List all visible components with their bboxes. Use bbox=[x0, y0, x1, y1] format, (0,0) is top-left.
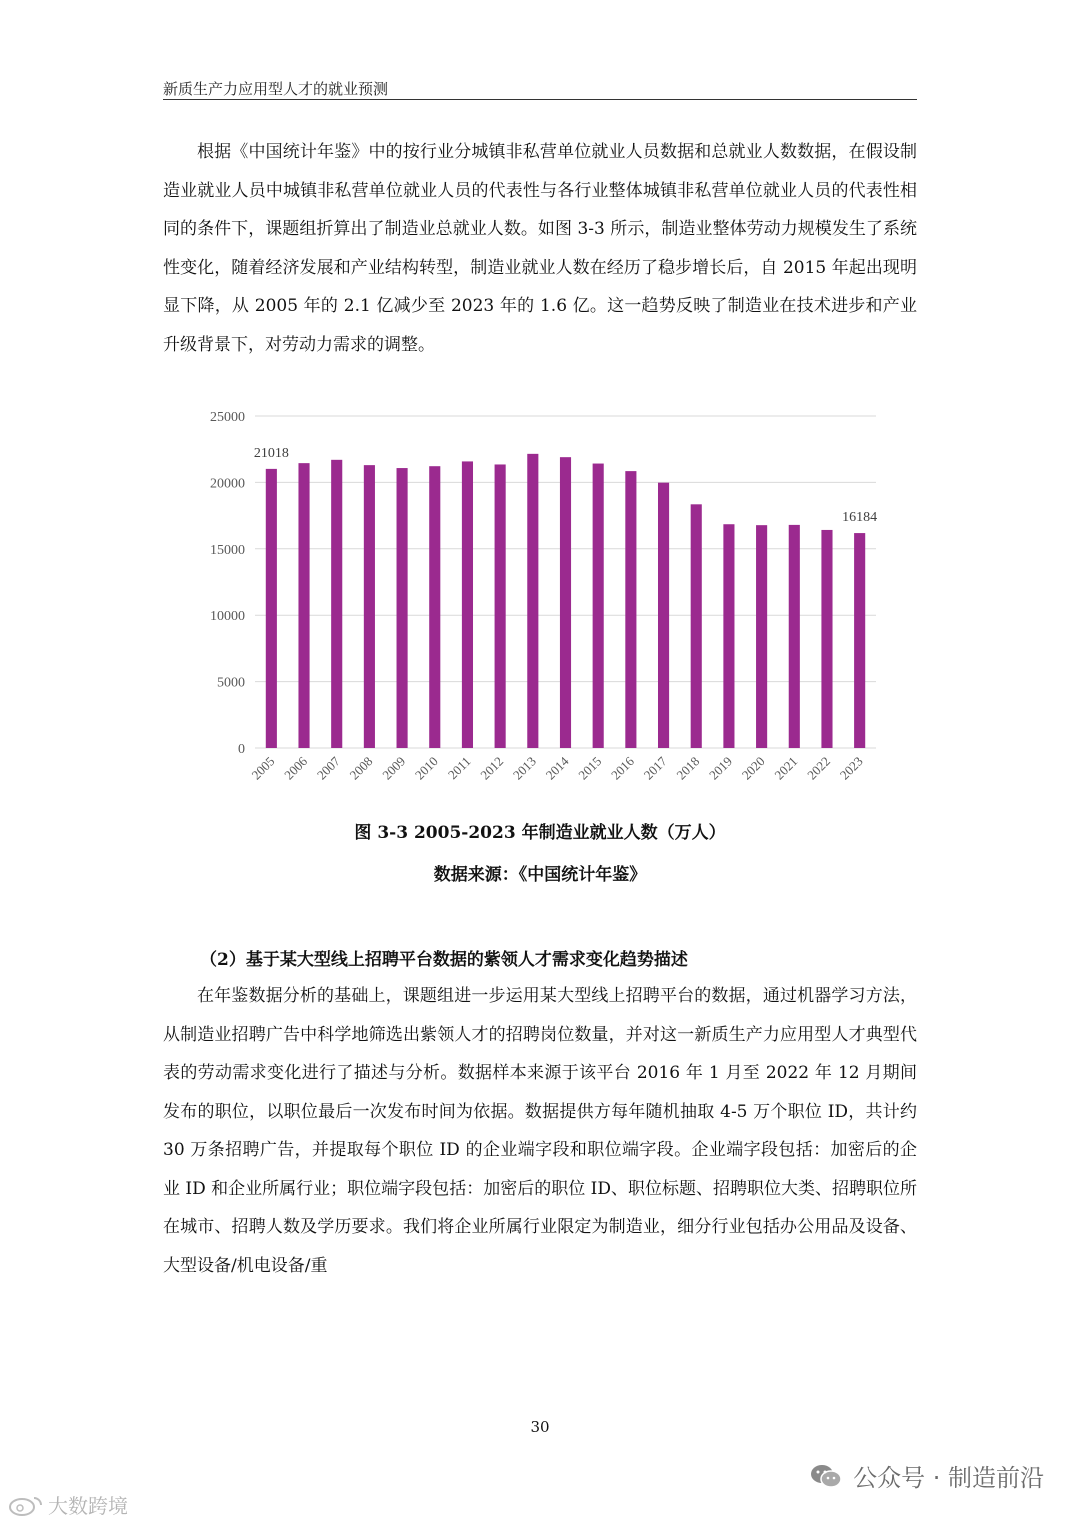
y-tick-label: 20000 bbox=[210, 476, 245, 492]
x-tick-label: 2008 bbox=[346, 753, 376, 783]
y-tick-label: 15000 bbox=[210, 542, 245, 558]
x-tick-label: 2014 bbox=[542, 753, 572, 783]
x-tick-label: 2007 bbox=[313, 753, 343, 783]
bar-2023 bbox=[854, 533, 865, 748]
weibo-icon bbox=[8, 1494, 44, 1516]
x-tick-label: 2021 bbox=[771, 753, 801, 783]
x-tick-label: 2006 bbox=[281, 753, 311, 783]
watermark-weibo bbox=[8, 1490, 128, 1519]
watermark-weibo-text: 大数跨境 bbox=[48, 1494, 128, 1518]
x-tick-label: 2012 bbox=[477, 753, 507, 783]
chart-x-axis-labels bbox=[248, 753, 865, 782]
bar-2014 bbox=[560, 457, 571, 748]
data-label-2005: 21018 bbox=[253, 445, 289, 461]
page-number: 30 bbox=[530, 1418, 550, 1436]
bar-2022 bbox=[821, 530, 832, 748]
bar-2017 bbox=[658, 483, 669, 748]
figure-caption: 图 3-3 2005-2023 年制造业就业人数（万人） bbox=[354, 823, 726, 843]
bar-2020 bbox=[756, 525, 767, 748]
bar-2016 bbox=[625, 471, 636, 748]
x-tick-label: 2010 bbox=[411, 753, 441, 783]
bar-2013 bbox=[527, 454, 538, 748]
bar-chart bbox=[190, 400, 890, 810]
y-tick-label: 25000 bbox=[210, 410, 245, 425]
x-tick-label: 2009 bbox=[379, 753, 409, 783]
bar-2019 bbox=[723, 524, 734, 748]
x-tick-label: 2017 bbox=[640, 753, 670, 783]
header-rule bbox=[163, 99, 917, 100]
body-paragraph-2: 在年鉴数据分析的基础上，课题组进一步运用某大型线上招聘平台的数据，通过机器学习方法，从制造业招聘广告中科学地筛选出紫领人才的招聘岗位数量，并对这一新质生产力应用型人才典型代表的劳动需求变化进行了描述与分析。数据样本来源于该平台 2016 年 1 月至 2022 年 12 月期间发布的职位，以职位最后一次发布时间为依据。数据提供方每年随机抽取 4-5 万个职位 ID，共计约 30 万条招聘广告，并提取每个职位 ID 的企业端字段和职位端字段。企业端字段包括：加密后的企业 ID 和企业所属行业；职位端字段包括：加密后的职位 ID、职位标题、招聘职位大类、招聘职位所在城市、招聘人数及学历要求。我们将企业所属行业限定为制造业，细分行业包括办公用品及设备、大型设备/机电设备/重 bbox=[163, 986, 917, 1276]
bar-2008 bbox=[364, 465, 375, 748]
x-tick-label: 2020 bbox=[738, 753, 768, 783]
bar-2010 bbox=[429, 466, 440, 748]
section-heading: （2）基于某大型线上招聘平台数据的紫领人才需求变化趋势描述 bbox=[200, 950, 688, 970]
bar-2007 bbox=[331, 460, 342, 748]
watermark-wechat-text: 公众号 · 制造前沿 bbox=[853, 1464, 1044, 1492]
x-tick-label: 2005 bbox=[248, 753, 278, 783]
bar-2012 bbox=[495, 464, 506, 748]
y-tick-label: 0 bbox=[238, 742, 245, 757]
x-tick-label: 2018 bbox=[673, 753, 703, 783]
wechat-icon bbox=[809, 1462, 843, 1490]
x-tick-label: 2019 bbox=[706, 753, 736, 783]
x-tick-label: 2011 bbox=[444, 753, 474, 783]
running-header-title: 新质生产力应用型人才的就业预测 bbox=[163, 80, 389, 98]
y-tick-label: 10000 bbox=[210, 609, 245, 625]
bar-2021 bbox=[789, 525, 800, 748]
watermark-wechat bbox=[809, 1458, 1044, 1493]
chart-bars bbox=[266, 454, 865, 748]
bar-2005 bbox=[266, 469, 277, 748]
figure-source: 数据来源：《中国统计年鉴》 bbox=[433, 865, 647, 885]
data-label-2023: 16184 bbox=[842, 510, 878, 526]
bar-2011 bbox=[462, 461, 473, 748]
chart-y-axis-labels bbox=[210, 410, 245, 757]
bar-2006 bbox=[298, 463, 309, 748]
y-tick-label: 5000 bbox=[217, 675, 245, 691]
x-tick-label: 2013 bbox=[509, 753, 539, 783]
x-tick-label: 2022 bbox=[804, 753, 834, 783]
x-tick-label: 2015 bbox=[575, 753, 605, 783]
x-tick-label: 2016 bbox=[607, 753, 637, 783]
x-tick-label: 2023 bbox=[836, 753, 866, 783]
body-paragraph-1: 根据《中国统计年鉴》中的按行业分城镇非私营单位就业人员数据和总就业人数数据，在假设制造业就业人员中城镇非私营单位就业人员的代表性与各行业整体城镇非私营单位就业人员的代表性相同的条件下，课题组折算出了制造业总就业人数。如图 3-3 所示，制造业整体劳动力规模发生了系统性变化，随着经济发展和产业结构转型，制造业就业人数在经历了稳步增长后，自 2015 年起出现明显下降，从 2005 年的 2.1 亿减少至 2023 年的 1.6 亿。这一趋势反映了制造业在技术进步和产业升级背景下，对劳动力需求的调整。 bbox=[163, 142, 917, 355]
bar-2009 bbox=[397, 468, 408, 748]
bar-2018 bbox=[691, 504, 702, 748]
bar-2015 bbox=[593, 464, 604, 748]
